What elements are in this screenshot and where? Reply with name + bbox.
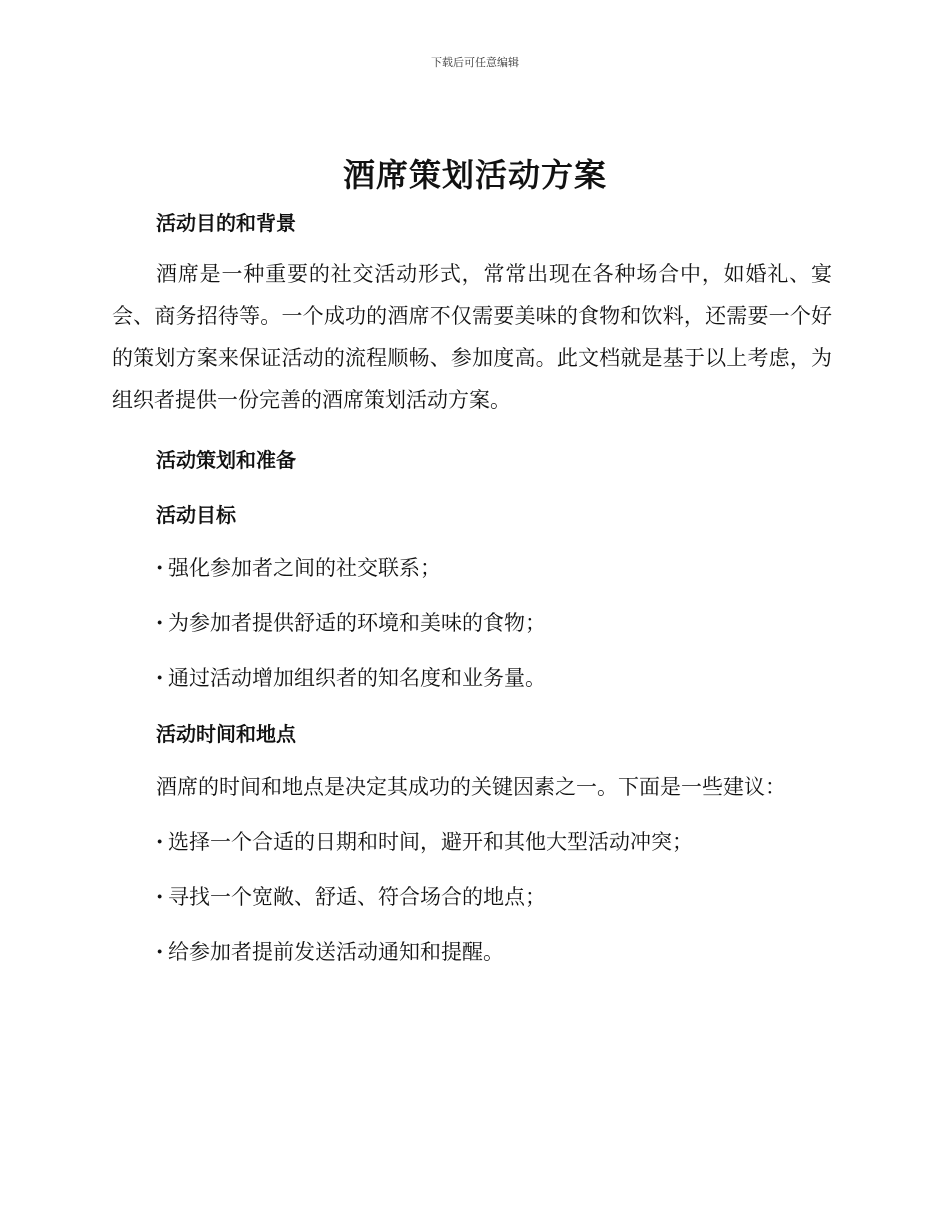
list-item-text: 为参加者提供舒适的环境和美味的食物； [168, 611, 546, 635]
section-heading-purpose: 活动目的和背景 [156, 211, 296, 235]
list-item-goal-1 [156, 552, 441, 582]
bullet-dot: · [156, 884, 164, 909]
list-item-goal-2 [156, 607, 546, 637]
section-heading-goals: 活动目标 [156, 503, 236, 527]
list-item-time-place-3 [156, 936, 504, 966]
section-heading-planning: 活动策划和准备 [156, 448, 296, 472]
bullet-dot: · [156, 555, 164, 580]
list-item-text: 通过活动增加组织者的知名度和业务量。 [168, 666, 546, 690]
list-item-goal-3 [156, 662, 546, 692]
bullet-dot: · [156, 829, 164, 854]
list-item-text: 选择一个合适的日期和时间，避开和其他大型活动冲突； [168, 830, 693, 854]
section-paragraph-purpose: 酒席是一种重要的社交活动形式，常常出现在各种场合中，如婚礼、宴会、商务招待等。一个成功的酒席不仅需要美味的食物和饮料，还需要一个好的策划方案来保证活动的流程顺畅、参加度高。此文档就是基于以上考虑，为组织者提供一份完善的酒席策划活动方案。 [112, 262, 832, 412]
list-item-text: 给参加者提前发送活动通知和提醒。 [168, 940, 504, 964]
section-paragraph-time-place: 酒席的时间和地点是决定其成功的关键因素之一。下面是一些建议： [156, 775, 786, 799]
bullet-dot: · [156, 610, 164, 635]
document-title: 酒席策划活动方案 [342, 156, 607, 194]
section-heading-time-place: 活动时间和地点 [156, 722, 296, 746]
list-item-text: 强化参加者之间的社交联系； [168, 556, 441, 580]
bullet-dot: · [156, 939, 164, 964]
list-item-text: 寻找一个宽敞、舒适、符合场合的地点； [168, 885, 546, 909]
page-header-note: 下载后可任意编辑 [431, 56, 519, 69]
list-item-time-place-2 [156, 881, 546, 911]
list-item-time-place-1 [156, 826, 693, 856]
bullet-dot: · [156, 665, 164, 690]
